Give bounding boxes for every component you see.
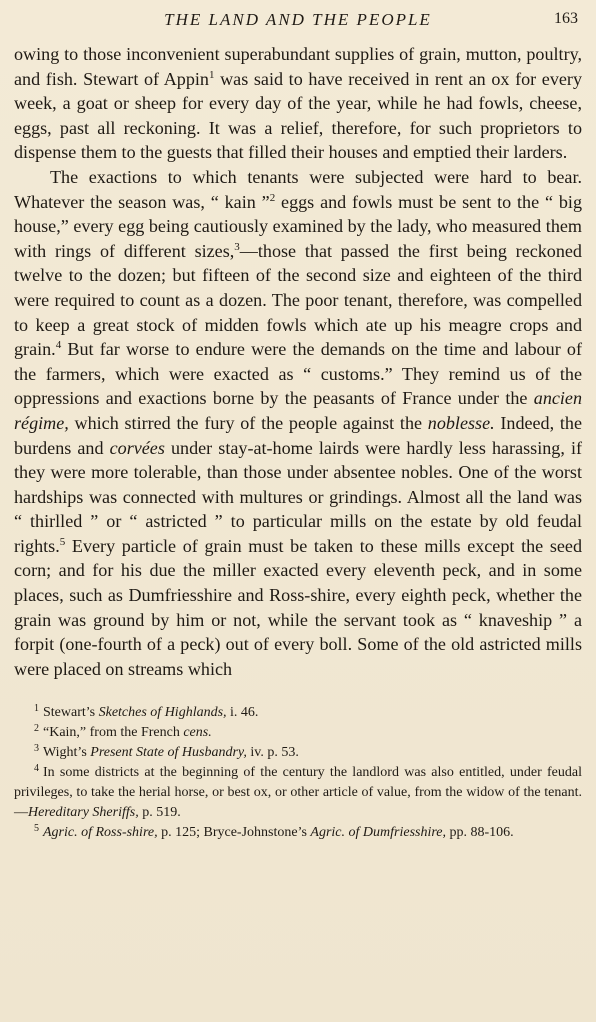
page-number: 163 (554, 10, 578, 27)
footnote-marker-5: 5 (34, 822, 39, 834)
p2-text-1: The exactions to which tenants were subjected were hard to bear. Whatever the season was, “ kain ” (14, 166, 582, 212)
p2-text-4: But far worse to endure were the demands on the time and labour of the farmers, which were exacted as “ customs.” They remind us of the oppressions and exactions borne by the peasants of France under the (14, 339, 582, 409)
footnote-4 (14, 763, 582, 823)
p2-text-8: Every particle of grain must be taken to these mills except the seed corn; and for his due the miller exacted every eleventh peck, and in some places, such as Dumfriesshire and Ross-shire, every eighth peck, whether the grain was ground by him or not, while the servant took as “ knaveship ” a forpit (one-fourth of a peck) out of every boll. Some of the old astricted mills were placed on streams which (14, 535, 582, 679)
footnote-ref-2: 2 (269, 191, 276, 204)
footnote-marker-2: 2 (34, 722, 39, 734)
p2-italic-corvees: corvées (109, 437, 165, 458)
footnote-3-title: Present State of Husbandry, (90, 745, 247, 761)
footnote-2 (14, 723, 582, 743)
footnote-5-text-1: p. 125; Bryce-Johnstone’s (157, 825, 311, 841)
footnote-1 (14, 703, 582, 723)
p1-text-2: was said to have received in rent an ox for every week, a goat or sheep for every day of the year, while he had fowls, cheese, eggs, past all reckoning. It was a relief, therefore, for such proprietors to dispense them to the guests that filled their houses and emptied their larders. (14, 68, 582, 163)
running-header (14, 10, 582, 36)
footnote-marker-3: 3 (34, 742, 39, 754)
footnote-ref-5: 5 (59, 535, 66, 548)
footnote-5 (14, 823, 582, 843)
footnote-3-text-2: iv. p. 53. (246, 745, 299, 761)
footnote-5-text-2: pp. 88-106. (446, 825, 514, 841)
paragraph-1 (14, 42, 582, 165)
footnotes (14, 703, 582, 843)
p2-italic-noblesse: noblesse. (427, 412, 495, 433)
body-text (14, 42, 582, 681)
footnote-1-text-2: i. 46. (226, 705, 259, 721)
p2-text-6: Indeed, the burdens and (14, 412, 582, 458)
footnote-ref-4: 4 (55, 339, 62, 352)
p2-text-2: eggs and fowls must be sent to the “ big house,” every egg being cautiously examined by the lady, who measured them with rings of different sizes, (14, 191, 582, 261)
footnote-4-text-1: In some districts at the beginning of the century the landlord was also entitled, under feudal privileges, to take the herial horse, or best ox, or other article of value, from the widow of the tenant.— (14, 765, 582, 821)
footnote-1-title: Sketches of Highlands, (98, 705, 227, 721)
footnote-5-title-1: Agric. of Ross-shire, (43, 825, 158, 841)
footnote-3-text-1: Wight’s (43, 745, 91, 761)
footnote-marker-1: 1 (34, 702, 39, 714)
footnote-marker-4: 4 (34, 762, 39, 774)
footnote-3 (14, 743, 582, 763)
footnote-1-text-1: Stewart’s (43, 705, 99, 721)
p2-text-3: —those that passed the first being reckoned twelve to the dozen; but fifteen of the second size and eighteen of the third were required to count as a dozen. The poor tenant, therefore, was compelled to keep a great stock of midden fowls which ate up his meagre crops and grain. (14, 240, 582, 360)
p2-text-5: which stirred the fury of the people against the (68, 412, 428, 433)
footnote-ref-3: 3 (234, 240, 240, 253)
p2-italic-ancien-regime: ancien régime, (14, 388, 582, 433)
footnote-ref-1: 1 (208, 68, 215, 81)
footnote-2-text-1: “Kain,” from the French (43, 725, 184, 741)
footnote-2-term: cens. (183, 725, 212, 741)
running-title: THE LAND AND THE PEOPLE (164, 10, 432, 29)
p1-text-1: owing to those inconvenient superabundant supplies of grain, mutton, poultry, and fish. Stewart of Appin (14, 44, 582, 89)
footnote-4-title: Hereditary Sheriffs, (28, 805, 139, 821)
footnote-5-title-2: Agric. of Dumfriesshire, (310, 825, 447, 841)
footnote-4-text-2: p. 519. (138, 805, 181, 821)
paragraph-2 (14, 165, 582, 681)
p2-text-7: under stay-at-home lairds were hardly less harassing, if they were more tolerable, than those under absentee nobles. One of the worst hardships was connected with multures or grindings. Almost all the land was “ thirlled ” or “ astricted ” to particular mills on the estate by old feudal rights. (14, 437, 582, 556)
